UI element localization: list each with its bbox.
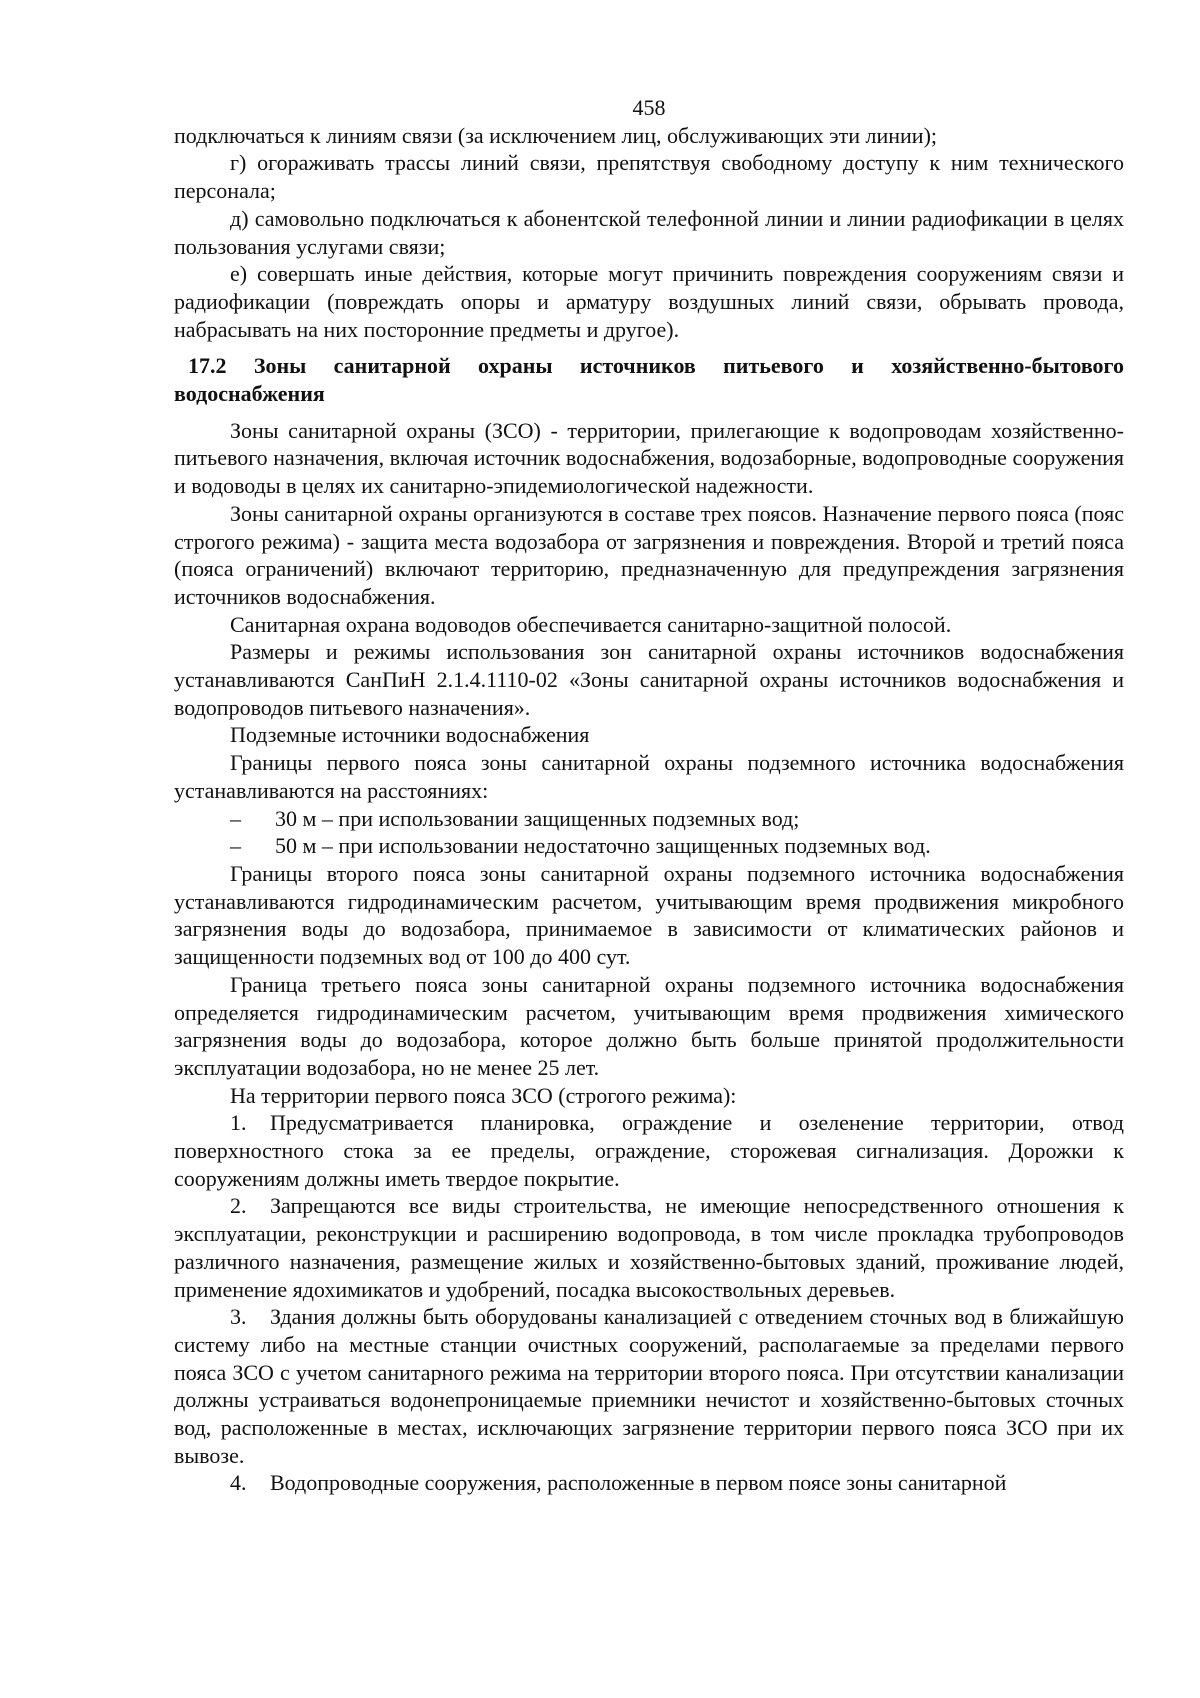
- paragraph-sanpin: Размеры и режимы использования зон санитарной охраны источников водоснабжения устанавливаются СанПиН 2.1.4.1110-02 «Зоны санитарной охраны источников водоснабжения и водопроводов питьевого назначения».: [174, 639, 1124, 720]
- prohibition-item-d: [174, 205, 1124, 260]
- rule-item-2: [174, 1192, 1124, 1303]
- rule-item-4: [174, 1469, 1124, 1497]
- paragraph-second-belt: Границы второго пояса зоны санитарной охраны подземного источника водоснабжения устанавливаются гидродинамическим расчетом, учитывающим время продвижения микробного загрязнения воды до водозабора, принимаемое в зависимости от климатических районов и защищенности подземных вод от 100 до 400 сут.: [174, 860, 1124, 970]
- paragraph-water-conduits: Санитарная охрана водоводов обеспечивается санитарно-защитной полосой.: [230, 611, 952, 637]
- prohibition-marker: е): [230, 261, 248, 287]
- paragraph-underground-sources: Подземные источники водоснабжения: [230, 722, 590, 748]
- prohibition-marker: д): [230, 205, 249, 231]
- rule-item-3: [174, 1303, 1124, 1469]
- prohibition-text: огораживать трассы линий связи, препятствуя свободному доступу к ним технического персонала;: [174, 150, 1125, 204]
- page-number: 458: [632, 95, 666, 120]
- document-page: [174, 94, 1124, 1497]
- paragraph-zso-definition: Зоны санитарной охраны (ЗСО) - территории, прилегающие к водопроводам хозяйственно-питьевого назначения, включая источник водоснабжения, водозаборные, водопроводные сооружения и водоводы в целях их санитарно-эпидемиологической надежности.: [174, 417, 1124, 499]
- dash-marker: –: [230, 833, 241, 859]
- paragraph-first-belt-bounds: Границы первого пояса зоны санитарной охраны подземного источника водоснабжения устанавливаются на расстояниях:: [174, 750, 1124, 803]
- prohibition-text: совершать иные действия, которые могут причинить повреждения сооружениям связи и радиофикации (повреждать опоры и арматуру воздушных линий связи, обрывать провода, набрасывать на них посторонние предметы и другое).: [174, 261, 1125, 342]
- distance-text: 50 м – при использовании недостаточно защищенных подземных вод.: [275, 833, 931, 859]
- distance-text: 30 м – при использовании защищенных подземных вод;: [275, 805, 800, 831]
- prohibition-item-g: [174, 149, 1124, 204]
- rule-number: 2.: [230, 1193, 247, 1219]
- rule-text: Здания должны быть оборудованы канализацией с отведением сточных вод в ближайшую систему либо на местные станции очистных сооружений, располагаемые за пределами первого пояса ЗСО с учетом санитарного режима на территории второго пояса. При отсутствии канализации должны устраиваться водонепроницаемые приемники нечистот и хозяйственно-бытовых сточных вод, расположенные в местах, исключающих загрязнение территории первого пояса ЗСО при их вывозе.: [174, 1304, 1124, 1468]
- rule-text: Водопроводные сооружения, расположенные в первом поясе зоны санитарной: [270, 1470, 1007, 1496]
- rule-number: 1.: [230, 1110, 247, 1136]
- section-heading: 17.2 Зоны санитарной охраны источников питьевого и хозяйственно-бытового водоснабжения: [174, 353, 1124, 407]
- prohibition-item-e: [174, 260, 1124, 343]
- prohibition-text: самовольно подключаться к абонентской телефонной линии и линии радиофикации в целях пользования услугами связи;: [174, 205, 1125, 259]
- paragraph-three-belts: Зоны санитарной охраны организуются в составе трех поясов. Назначение первого пояса (пояс строгого режима) - защита места водозабора от загрязнения и повреждения. Второй и третий пояса (пояса ограничений) включают территорию, предназначенную для предупреждения загрязнения источников водоснабжения.: [174, 500, 1124, 609]
- distance-item: [174, 832, 1124, 860]
- intro-continuation: подключаться к линиям связи (за исключением лиц, обслуживающих эти линии);: [174, 122, 938, 148]
- dash-marker: –: [230, 805, 241, 831]
- rule-text: Запрещаются все виды строительства, не имеющие непосредственного отношения к эксплуатации, реконструкции и расширению водопровода, в том числе прокладка трубопроводов различного назначения, размещение жилых и хозяйственно-бытовых зданий, проживание людей, применение ядохимикатов и удобрений, посадка высокоствольных деревьев.: [174, 1193, 1124, 1302]
- rule-number: 4.: [230, 1470, 247, 1496]
- distance-item: [174, 805, 1124, 833]
- paragraph-first-belt-territory: На территории первого пояса ЗСО (строгого режима):: [230, 1082, 737, 1108]
- rule-item-1: [174, 1109, 1124, 1192]
- paragraph-third-belt: Граница третьего пояса зоны санитарной охраны подземного источника водоснабжения определяется гидродинамическим расчетом, учитывающим время продвижения химического загрязнения воды до водозабора, которое должно быть больше принятой продолжительности эксплуатации водозабора, но не менее 25 лет.: [174, 971, 1124, 1080]
- rule-text: Предусматривается планировка, ограждение и озеленение территории, отвод поверхностного стока за ее пределы, ограждение, сторожевая сигнализация. Дорожки к сооружениям должны иметь твердое покрытие.: [174, 1110, 1124, 1191]
- rule-number: 3.: [230, 1304, 247, 1330]
- prohibition-marker: г): [230, 150, 247, 176]
